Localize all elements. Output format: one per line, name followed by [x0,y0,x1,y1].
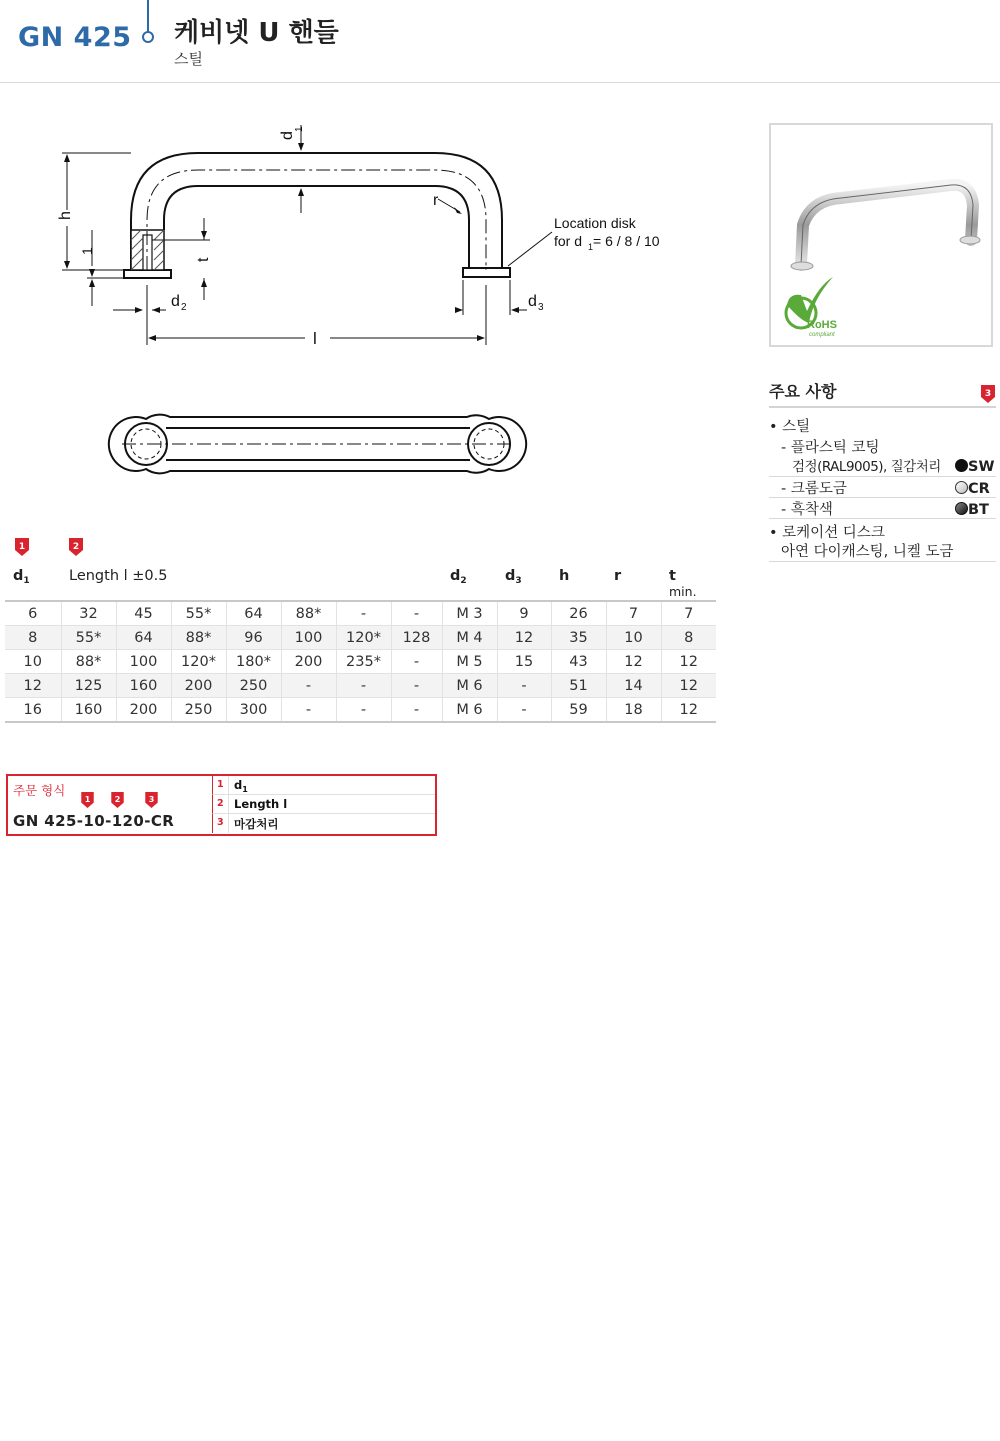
table-cell: 7 [606,601,661,626]
table-cell: 55* [61,626,116,650]
table-cell: - [497,674,551,698]
svg-text:3: 3 [148,794,155,804]
header-d1: $d_1$ [5,562,61,601]
label-d3: d [528,293,537,310]
table-row [5,674,716,698]
label-r: r [433,192,439,209]
table-cell: 300 [226,698,281,723]
table-cell: 10 [5,650,61,674]
table-cell: - [281,674,336,698]
order-legend-row-2: 2 Length l [212,795,435,814]
table-cell: 8 [5,626,61,650]
table-cell: 96 [226,626,281,650]
table-cell: 180* [226,650,281,674]
marker-2 [69,538,83,556]
sw-dot-icon [955,459,968,472]
label-l: l [313,329,317,348]
table-cell: 64 [226,601,281,626]
label-d1-sub: 1 [294,126,305,132]
feature-divider-4 [769,561,996,562]
finish-bt: BT [955,499,989,518]
header-h: h [551,562,606,601]
table-cell: 32 [61,601,116,626]
feature-material: • 스틸 [769,419,811,435]
table-cell: 12 [661,650,716,674]
table-cell: 9 [497,601,551,626]
table-cell: 88* [171,626,226,650]
table-cell: 59 [551,698,606,723]
feature-disk-detail: 아연 다이캐스팅, 니켈 도금 [781,544,954,560]
table-cell: - [391,650,442,674]
label-d1: d [279,131,296,140]
bt-dot-icon [955,502,968,515]
feature-coating: - 플라스틱 코팅 [781,440,880,456]
table-cell: 125 [61,674,116,698]
table-cell: 88* [61,650,116,674]
table-cell: 160 [116,674,171,698]
table-row [5,698,716,723]
rohs-label: RoHS [807,319,837,331]
table-cell: 7 [661,601,716,626]
table-header-row [5,562,716,601]
svg-text:1: 1 [18,542,26,552]
table-cell: 12 [497,626,551,650]
feature-disk: • 로케이션 디스크 [769,525,885,541]
label-location-sub: 1 [588,242,594,252]
table-cell: 88* [281,601,336,626]
order-marker-3 [145,792,158,808]
table-cell: - [497,698,551,723]
dimension-table [5,562,716,723]
table-cell: - [391,698,442,723]
header-d3: $d_3$ [497,562,551,601]
svg-text:3: 3 [984,389,992,399]
feature-coating-detail: 검정(RAL9005), 질감처리 [792,459,941,475]
label-d2-sub: 2 [181,302,187,313]
table-cell: - [336,601,391,626]
marker-3 [981,385,995,403]
table-cell: 6 [5,601,61,626]
finish-cr: CR [955,478,990,497]
svg-text:1: 1 [84,794,91,804]
table-cell: 14 [606,674,661,698]
label-d3-sub: 3 [538,302,544,313]
product-code: GN 425 [18,22,132,53]
table-cell: 51 [551,674,606,698]
features-divider [769,406,996,408]
table-cell: 8 [661,626,716,650]
table-cell: 100 [281,626,336,650]
order-code: GN 425-10-120-CR [13,812,175,830]
table-cell: - [391,674,442,698]
rohs-sub: compliant [809,332,835,338]
label-one: 1 [79,247,95,255]
product-subtitle: 스틸 [174,50,203,68]
cr-dot-icon [955,481,968,494]
table-row [5,601,716,626]
table-cell: 200 [171,674,226,698]
feature-black: - 흑착색 [781,502,833,518]
table-cell: 12 [661,674,716,698]
table-cell: 235* [336,650,391,674]
product-title: 케비넷 U 핸들 [174,18,339,48]
handle-image [771,125,991,345]
order-label: 주문 형식 [13,783,66,798]
header-divider [0,82,1000,83]
table-cell: 100 [116,650,171,674]
table-cell: 18 [606,698,661,723]
order-legend-row-1: 1 $d_1$ [212,776,435,795]
table-cell: 128 [391,626,442,650]
table-cell: 43 [551,650,606,674]
feature-chrome: - 크롬도금 [781,481,847,497]
header-pin-line [147,0,149,32]
table-cell: M 5 [442,650,497,674]
header-length: Length l ±0.5 [61,562,442,601]
header-r: r [606,562,661,601]
order-marker-2 [111,792,124,808]
table-cell: 160 [61,698,116,723]
table-cell: 250 [171,698,226,723]
label-location-line2a: for d [554,233,583,249]
label-h: h [57,211,74,220]
label-d2: d [171,293,180,310]
table-cell: - [281,698,336,723]
table-cell: 12 [661,698,716,723]
svg-text:2: 2 [114,794,121,804]
table-cell: 45 [116,601,171,626]
table-cell: - [336,674,391,698]
table-cell: 200 [116,698,171,723]
features-heading: 주요 사항 [769,382,837,401]
header-pin-dot [142,31,154,43]
finish-sw: SW [955,456,994,475]
table-cell: M 6 [442,674,497,698]
table-cell: 64 [116,626,171,650]
table-cell: 120* [171,650,226,674]
label-t: t [195,257,212,262]
table-cell: 15 [497,650,551,674]
table-cell: 250 [226,674,281,698]
rohs-badge [786,277,837,338]
order-legend-row-3: 3 마감처리 [212,814,435,833]
table-cell: 200 [281,650,336,674]
order-marker-1 [81,792,94,808]
technical-drawing [40,110,680,480]
table-cell: M 4 [442,626,497,650]
table-row [5,650,716,674]
label-location-line1: Location disk [554,215,636,231]
table-cell: 16 [5,698,61,723]
table-cell: 12 [5,674,61,698]
table-cell: 10 [606,626,661,650]
table-cell: - [391,601,442,626]
table-cell: 26 [551,601,606,626]
marker-1 [15,538,29,556]
table-cell: 55* [171,601,226,626]
table-cell: M 3 [442,601,497,626]
header-d2: $d_2$ [442,562,497,601]
table-row [5,626,716,650]
table-cell: 12 [606,650,661,674]
header-t: t min. [661,562,716,601]
label-location-line2b: = 6 / 8 / 10 [593,233,660,249]
feature-divider-3 [769,518,996,519]
svg-text:2: 2 [72,542,80,552]
table-cell: 35 [551,626,606,650]
table-cell: - [336,698,391,723]
table-cell: M 6 [442,698,497,723]
product-photo [769,123,993,347]
table-cell: 120* [336,626,391,650]
